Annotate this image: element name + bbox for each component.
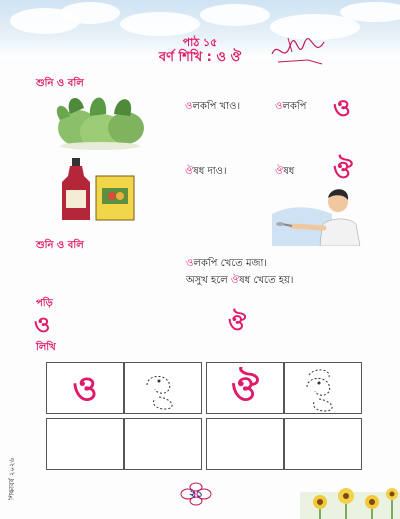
word-initial: ঔ (275, 166, 284, 177)
lesson-title: বর্ণ শিখি : ও ঔ (158, 50, 242, 65)
trace-o-outline (125, 363, 203, 415)
trace-box-ou[interactable] (284, 362, 362, 414)
empty-box-2[interactable] (124, 418, 202, 470)
page-number: ২১ (188, 486, 204, 500)
sentence-cabbage (185, 99, 240, 116)
write-box-letter-o (46, 362, 124, 414)
sentence-prefix: অসুখ হলে (186, 275, 231, 286)
page-number-badge (180, 482, 212, 506)
sentence-2 (186, 273, 293, 290)
sentence-rest: ষধ খেতে হয়। (239, 275, 294, 286)
word-medicine (275, 164, 294, 181)
boy-with-spoon-illustration (272, 184, 364, 246)
word-rest: ষধ (283, 166, 295, 177)
medicine-illustration (62, 158, 142, 222)
handwritten-signature (268, 34, 328, 70)
section-listen-speak: শুনি ও বলি (36, 78, 84, 89)
vertical-side-text: শিক্ষাবর্ষ ২০২৬ (8, 457, 16, 500)
trace-box-o[interactable] (124, 362, 202, 414)
empty-box-3[interactable] (206, 418, 284, 470)
sentence-initial: ঔ (230, 275, 240, 286)
cauliflower-illustration (50, 90, 150, 152)
word-initial: ও (275, 101, 283, 112)
sentence-1 (186, 256, 267, 273)
write-letter-ou: ঔ (231, 369, 259, 409)
sentence-rest: লকপি খেতে মজা। (193, 258, 267, 269)
sentence-medicine (185, 164, 227, 181)
sentence-initial: ও (185, 101, 193, 112)
sentence-initial: ও (186, 258, 194, 269)
word-rest: লকপি (282, 101, 307, 112)
word-cabbage (275, 99, 306, 116)
sentence-initial: ঔ (185, 166, 194, 177)
trace-ou-outline (285, 363, 363, 415)
sentence-rest: ষধ দাও। (193, 166, 227, 177)
letter-ou: ঔ (333, 156, 353, 184)
section-write: লিখি (36, 342, 56, 353)
write-letter-o: ও (72, 369, 98, 409)
letter-o: ও (333, 94, 351, 122)
read-letter-ou: ঔ (228, 311, 247, 336)
lesson-number: পাঠ ১৫ (182, 36, 218, 49)
flower-decoration (300, 452, 400, 519)
empty-box-1[interactable] (46, 418, 124, 470)
section-listen-speak-2: শুনি ও বলি (36, 240, 84, 251)
write-box-letter-ou (206, 362, 284, 414)
sentence-rest: লকপি খাও। (192, 101, 241, 112)
section-read: পড়ি (36, 298, 53, 309)
read-letter-o: ও (34, 313, 51, 338)
